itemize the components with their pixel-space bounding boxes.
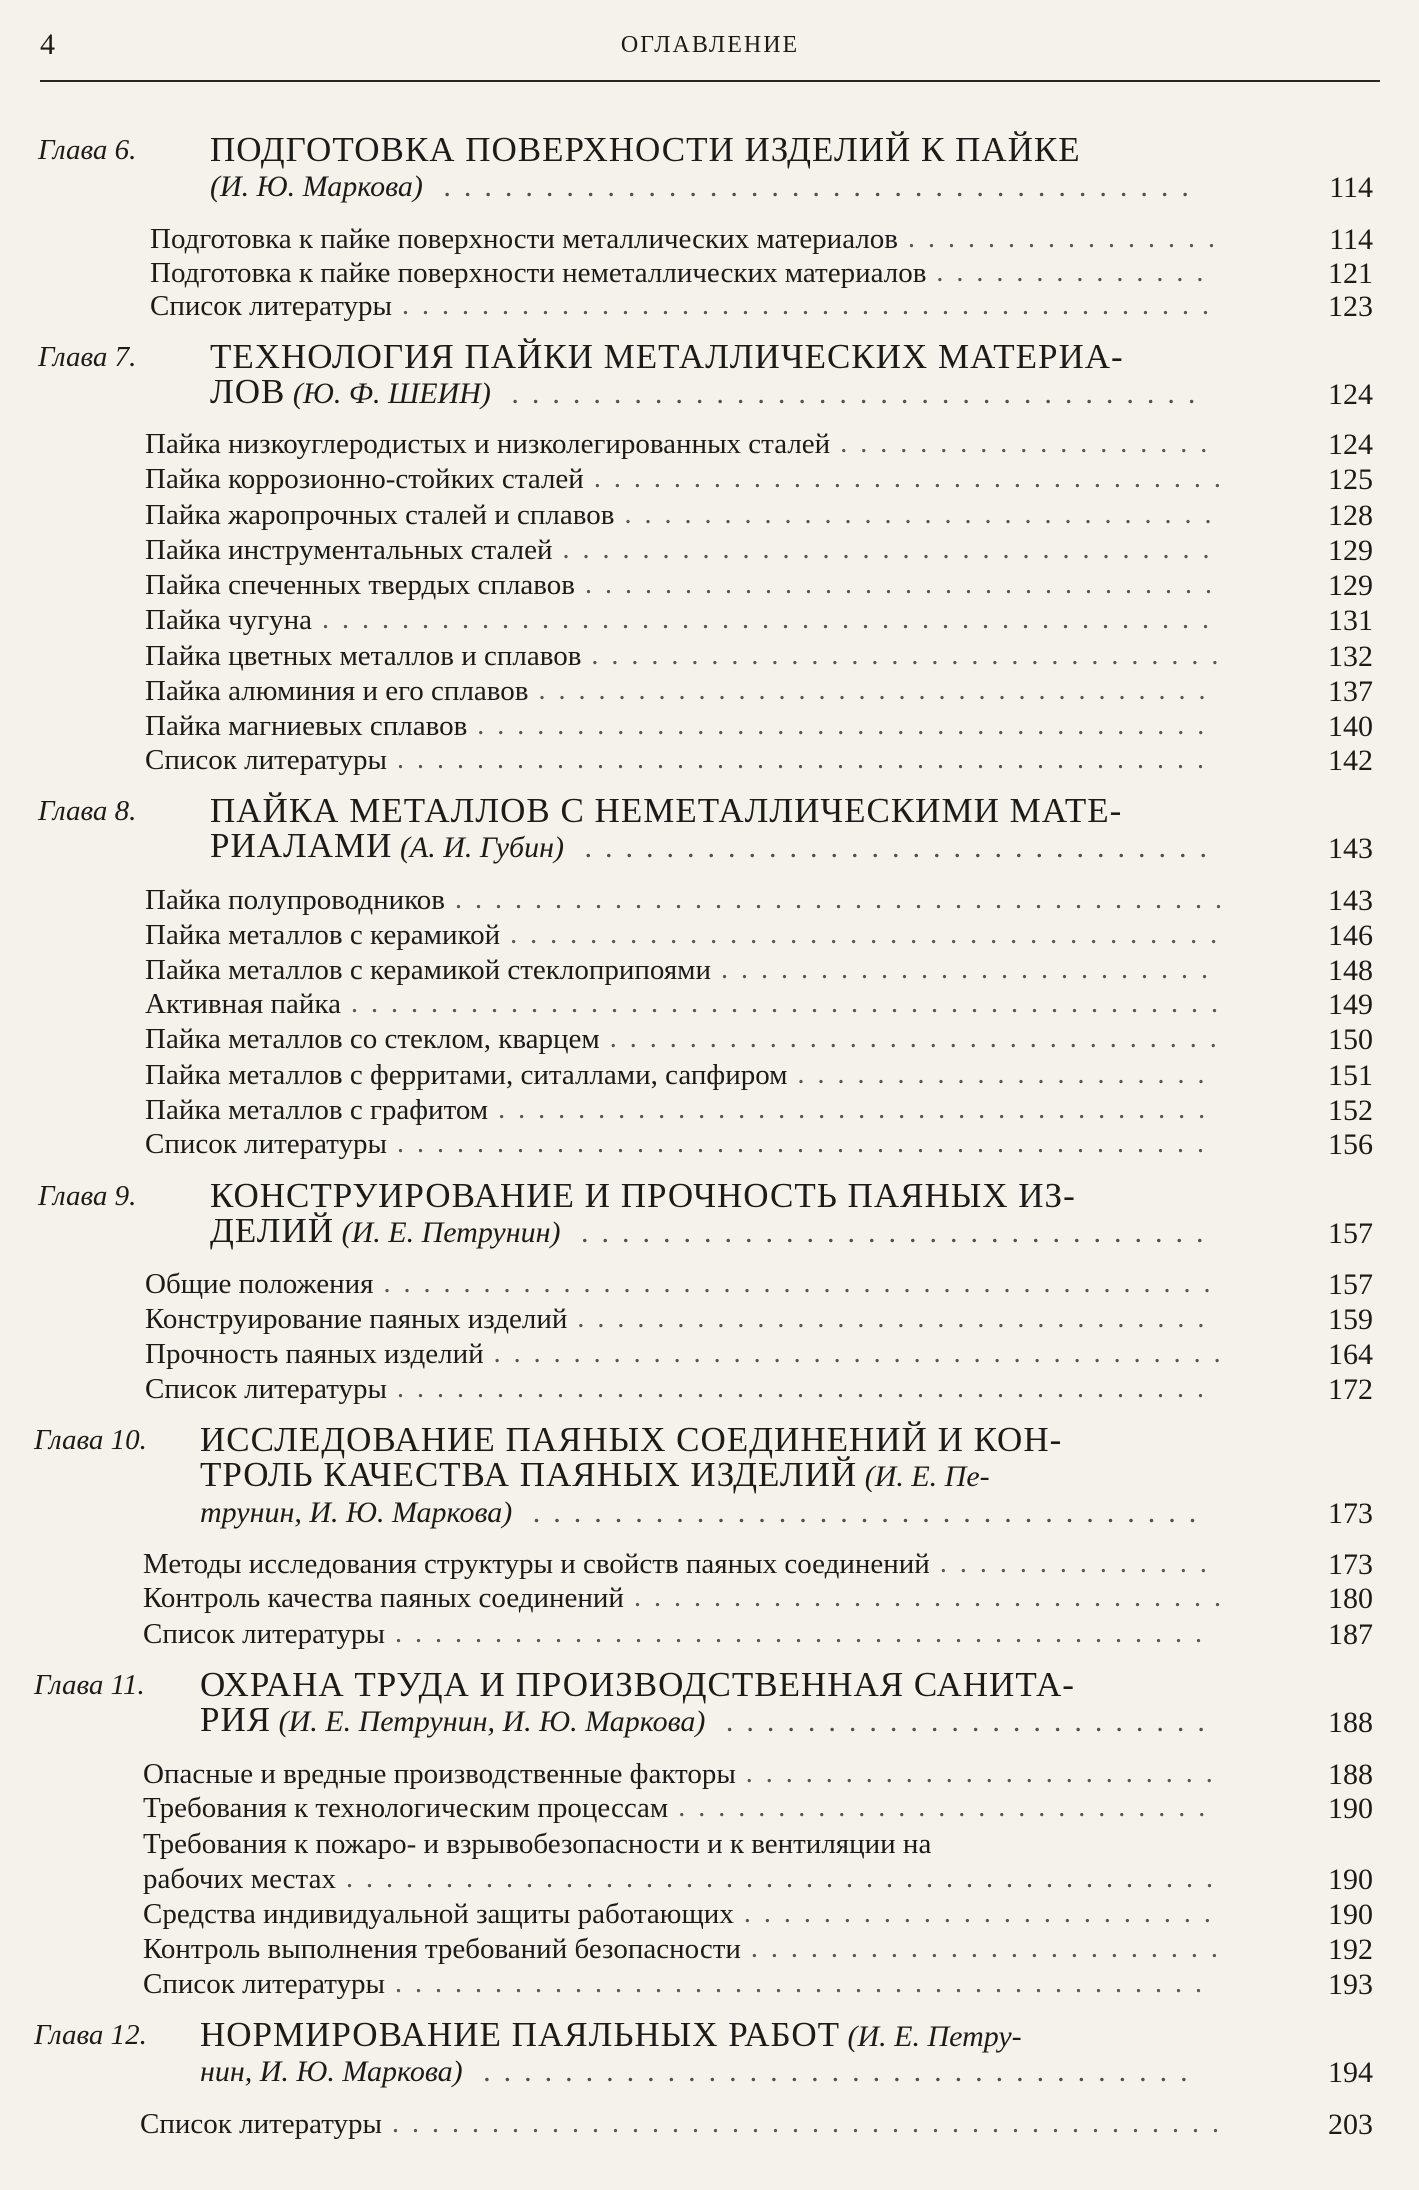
toc-entry xyxy=(0,604,1419,640)
entry-title: Средства индивидуальной защиты работающих xyxy=(143,1898,734,1930)
entry-page-number: 128 xyxy=(1328,499,1373,532)
entry-title: Требования к технологическим процессам xyxy=(143,1792,669,1824)
leader-dots: ............................................. xyxy=(321,604,1222,635)
chapter-label: Глава 9. xyxy=(38,1180,137,1212)
leader-dots: ..................... xyxy=(797,1059,1218,1090)
entry-page-number: 129 xyxy=(1328,534,1373,567)
chapter-author: (И. Е. Петру- xyxy=(840,2020,1022,2053)
leader-dots: ......................................... xyxy=(397,744,1218,775)
entry-page-number: 129 xyxy=(1328,569,1373,602)
entry-title: Контроль качества паяных соединений xyxy=(143,1582,624,1614)
chapter-page-number: 124 xyxy=(1328,378,1373,411)
toc-entry xyxy=(0,1338,1419,1374)
toc-entry xyxy=(0,2108,1419,2144)
toc-entry xyxy=(0,1268,1419,1304)
chapter-title: ИССЛЕДОВАНИЕ ПАЯНЫХ СОЕДИНЕНИЙ И КОН- xyxy=(200,1420,1063,1459)
chapter-label: Глава 12. xyxy=(34,2019,147,2051)
entry-page-number: 143 xyxy=(1328,884,1373,917)
toc-entry xyxy=(0,1548,1419,1584)
toc-entry xyxy=(0,884,1419,920)
leader-dots: ..................................... xyxy=(477,710,1218,741)
chapter-title: ДЕЛИЙ xyxy=(210,1211,335,1250)
entry-page-number: 187 xyxy=(1328,1618,1373,1651)
entry-title: Общие положения xyxy=(145,1268,374,1300)
toc-entry xyxy=(0,1303,1419,1339)
page-number: 4 xyxy=(40,28,55,61)
entry-page-number: 152 xyxy=(1328,1094,1373,1127)
chapter-heading-line xyxy=(210,372,1208,412)
chapter-title: РИЯ xyxy=(200,1700,272,1739)
entry-page-number: 150 xyxy=(1328,1023,1373,1056)
header-rule xyxy=(40,80,1380,82)
leader-dots: ................................. xyxy=(562,534,1223,565)
entry-title: Пайка полупроводников xyxy=(145,884,445,916)
toc-entry xyxy=(0,1618,1419,1654)
entry-title: Пайка коррозионно-стойких сталей xyxy=(145,463,584,495)
toc-entry xyxy=(0,257,1419,293)
chapter-heading-line xyxy=(200,1420,1062,1460)
leader-dots: ........................ xyxy=(743,1898,1224,1929)
chapter-author: трунин, И. Ю. Маркова) xyxy=(200,1496,513,1529)
leader-dots: ......................................... xyxy=(402,290,1223,321)
page-header xyxy=(40,28,1380,64)
toc-entry xyxy=(0,1128,1419,1164)
chapter-author: (Ю. Ф. ШЕИН) xyxy=(285,377,491,410)
toc-entry xyxy=(0,1582,1419,1618)
entry-title: Прочность паяных изделий xyxy=(145,1338,484,1370)
chapter-heading-line xyxy=(210,791,1122,831)
entry-title: Методы исследования структуры и свойств паяных соединений xyxy=(143,1548,930,1580)
chapter-heading-line xyxy=(200,1455,990,1495)
entry-title: Пайка металлов с керамикой xyxy=(145,919,501,951)
entry-page-number: 157 xyxy=(1328,1268,1373,1301)
entry-title: Активная пайка xyxy=(145,988,341,1020)
leader-dots: ................................ xyxy=(593,463,1234,494)
chapter-author: (А. И. Губин) xyxy=(392,831,564,864)
entry-title: Пайка цветных металлов и сплавов xyxy=(145,640,582,672)
chapter-heading-line xyxy=(210,337,1124,377)
entry-title: Подготовка к пайке поверхности неметаллических материалов xyxy=(150,257,927,289)
toc-entry xyxy=(0,534,1419,570)
entry-title: Пайка чугуна xyxy=(145,604,312,636)
chapter-author: (И. Е. Петрунин) xyxy=(334,1216,561,1249)
chapter-title: ПОДГОТОВКА ПОВЕРХНОСТИ ИЗДЕЛИЙ К ПАЙКЕ xyxy=(210,130,1081,169)
entry-title: Пайка жаропрочных сталей и сплавов xyxy=(145,499,615,531)
chapter-heading-line xyxy=(210,826,1220,866)
entry-page-number: 137 xyxy=(1328,675,1373,708)
leader-dots: .................................. xyxy=(490,377,1209,410)
entry-title: Опасные и вредные производственные факторы xyxy=(143,1758,736,1790)
chapter-title: ОХРАНА ТРУДА И ПРОИЗВОДСТВЕННАЯ САНИТА- xyxy=(200,1665,1075,1704)
entry-page-number: 151 xyxy=(1328,1059,1373,1092)
chapter-page-number: 173 xyxy=(1328,1497,1373,1530)
leader-dots: ................................... xyxy=(462,2055,1201,2088)
leader-dots: .............................. xyxy=(633,1582,1234,1613)
chapter-title: ПАЙКА МЕТАЛЛОВ С НЕМЕТАЛЛИЧЕСКИМИ МАТЕ- xyxy=(210,791,1123,830)
chapter-heading-line xyxy=(210,130,1081,170)
toc-entry xyxy=(0,1023,1419,1059)
entry-title: Пайка металлов с керамикой стеклоприпоями xyxy=(145,954,712,986)
chapter-author: (И. Ю. Маркова) xyxy=(210,170,423,203)
toc-entry xyxy=(0,1373,1419,1409)
toc-entry xyxy=(0,223,1419,259)
chapter-title: РИАЛАМИ xyxy=(210,826,393,865)
chapter-author: нин, И. Ю. Маркова) xyxy=(200,2055,463,2088)
entry-page-number: 172 xyxy=(1328,1373,1373,1406)
chapter-page-number: 194 xyxy=(1328,2056,1373,2089)
leader-dots: ............................... xyxy=(563,831,1220,864)
leader-dots: ................... xyxy=(840,428,1221,459)
chapter-heading-line xyxy=(210,1211,1217,1251)
toc-entry xyxy=(0,640,1419,676)
toc-entry xyxy=(0,1059,1419,1095)
entry-title: Требования к пожаро- и взрывобезопасности и к вентиляции на xyxy=(143,1828,932,1860)
leader-dots: ........................... xyxy=(678,1792,1219,1823)
entry-title: Контроль выполнения требований безопасности xyxy=(143,1933,741,1965)
leader-dots: ......................................... xyxy=(395,1968,1216,1999)
leader-dots: ..................................... xyxy=(493,1338,1234,1369)
toc-entry xyxy=(0,428,1419,464)
chapter-label: Глава 10. xyxy=(34,1424,147,1456)
entry-page-number: 149 xyxy=(1328,988,1373,1021)
toc-entry xyxy=(0,988,1419,1024)
entry-title: Список литературы xyxy=(150,290,393,322)
entry-page-number: 124 xyxy=(1328,428,1373,461)
toc-entry xyxy=(0,710,1419,746)
leader-dots: .................................... xyxy=(498,1094,1219,1125)
toc-entry xyxy=(0,1968,1419,2004)
chapter-page-number: 143 xyxy=(1328,832,1373,865)
entry-title: Пайка магниевых сплавов xyxy=(145,710,468,742)
chapter-title: ТРОЛЬ КАЧЕСТВА ПАЯНЫХ ИЗДЕЛИЙ xyxy=(200,1455,858,1494)
chapter-page-number: 188 xyxy=(1328,1706,1373,1739)
chapter-heading-line xyxy=(200,1665,1075,1705)
entry-page-number: 203 xyxy=(1328,2108,1373,2141)
entry-page-number: 132 xyxy=(1328,640,1373,673)
chapter-title: КОНСТРУИРОВАНИЕ И ПРОЧНОСТЬ ПАЯНЫХ ИЗ- xyxy=(210,1176,1076,1215)
entry-page-number: 180 xyxy=(1328,1582,1373,1615)
toc-entry xyxy=(0,463,1419,499)
toc-entry xyxy=(0,569,1419,605)
entry-title: Подготовка к пайке поверхности металлических материалов xyxy=(150,223,898,255)
chapter-title: НОРМИРОВАНИЕ ПАЯЛЬНЫХ РАБОТ xyxy=(200,2015,841,2054)
entry-page-number: 114 xyxy=(1329,223,1373,256)
entry-page-number: 190 xyxy=(1328,1863,1373,1896)
chapter-label: Глава 7. xyxy=(38,341,137,373)
entry-page-number: 131 xyxy=(1328,604,1373,637)
entry-title: Список литературы xyxy=(143,1618,386,1650)
leader-dots: ................................. xyxy=(512,1496,1210,1529)
leader-dots: ......................................... xyxy=(397,1128,1218,1159)
entry-page-number: 142 xyxy=(1328,744,1373,777)
entry-page-number: 188 xyxy=(1328,1758,1373,1791)
entry-title: рабочих местах xyxy=(143,1863,336,1895)
entry-page-number: 146 xyxy=(1328,919,1373,952)
entry-page-number: 125 xyxy=(1328,463,1373,496)
entry-title: Пайка спеченных твердых сплавов xyxy=(145,569,575,601)
entry-title: Пайка металлов с графитом xyxy=(145,1094,489,1126)
entry-title: Список литературы xyxy=(145,1128,388,1160)
leader-dots: ......................... xyxy=(721,954,1222,985)
entry-page-number: 123 xyxy=(1328,290,1373,323)
leader-dots: ............................................ xyxy=(345,1863,1226,1894)
leader-dots: ................................ xyxy=(577,1303,1218,1334)
chapter-heading-line xyxy=(200,1700,1218,1740)
toc-entry xyxy=(0,499,1419,535)
leader-dots: .............. xyxy=(936,257,1217,288)
leader-dots: ................................ xyxy=(584,569,1225,600)
chapter-title: ЛОВ xyxy=(210,372,286,411)
entry-title: Список литературы xyxy=(143,1968,386,2000)
leader-dots: .............. xyxy=(939,1548,1220,1579)
leader-dots: ................................ xyxy=(591,640,1232,671)
chapter-heading-line xyxy=(200,1491,1209,1531)
toc-entry xyxy=(0,1094,1419,1130)
entry-page-number: 192 xyxy=(1328,1933,1373,1966)
chapter-page-number: 157 xyxy=(1328,1217,1373,1250)
toc-entry xyxy=(0,1863,1419,1899)
leader-dots: ................ xyxy=(907,223,1228,254)
leader-dots: ........................ xyxy=(745,1758,1226,1789)
entry-title: Пайка низкоуглеродистых и низколегированных сталей xyxy=(145,428,831,460)
toc-entry xyxy=(0,744,1419,780)
toc-entry xyxy=(0,675,1419,711)
leader-dots: ........................ xyxy=(750,1933,1231,1964)
leader-dots: .................................. xyxy=(538,675,1219,706)
entry-title: Конструирование паяных изделий xyxy=(145,1303,568,1335)
entry-title: Пайка алюминия и его сплавов xyxy=(145,675,529,707)
entry-page-number: 121 xyxy=(1328,257,1373,290)
leader-dots: ....................................... xyxy=(454,884,1235,915)
toc-entry xyxy=(0,1898,1419,1934)
entry-page-number: 193 xyxy=(1328,1968,1373,2001)
leader-dots: ......................................... xyxy=(397,1373,1218,1404)
leader-dots: ............................................ xyxy=(350,988,1231,1019)
leader-dots: ............................... xyxy=(560,1216,1217,1249)
leader-dots: ........................ xyxy=(705,1705,1218,1738)
toc-entry xyxy=(0,919,1419,955)
leader-dots: .......................................... xyxy=(383,1268,1224,1299)
toc-entry xyxy=(0,290,1419,326)
chapter-author: (И. Е. Пе- xyxy=(857,1460,990,1493)
toc-entry xyxy=(0,1828,1419,1864)
chapter-page-number: 114 xyxy=(1329,171,1373,204)
toc-entry xyxy=(0,1933,1419,1969)
leader-dots: .................................... xyxy=(510,919,1231,950)
toc-entry xyxy=(0,954,1419,990)
entry-title: Пайка инструментальных сталей xyxy=(145,534,553,566)
entry-title: Список литературы xyxy=(145,1373,388,1405)
leader-dots: ..................................... xyxy=(422,170,1202,203)
entry-page-number: 190 xyxy=(1328,1898,1373,1931)
chapter-author: (И. Е. Петрунин, И. Ю. Маркова) xyxy=(271,1705,706,1738)
entry-title: Список литературы xyxy=(140,2108,383,2140)
entry-page-number: 159 xyxy=(1328,1303,1373,1336)
chapter-title: ТЕХНОЛОГИЯ ПАЙКИ МЕТАЛЛИЧЕСКИХ МАТЕРИА- xyxy=(210,337,1124,376)
entry-page-number: 156 xyxy=(1328,1128,1373,1161)
chapter-heading-line xyxy=(200,2050,1201,2090)
entry-page-number: 140 xyxy=(1328,710,1373,743)
chapter-heading-line xyxy=(210,1176,1076,1216)
leader-dots: ......................................... xyxy=(395,1618,1216,1649)
toc-entry xyxy=(0,1792,1419,1828)
entry-page-number: 190 xyxy=(1328,1792,1373,1825)
running-title: ОГЛАВЛЕНИЕ xyxy=(620,32,800,58)
chapter-heading-line xyxy=(200,2015,1022,2055)
entry-page-number: 164 xyxy=(1328,1338,1373,1371)
entry-title: Список литературы xyxy=(145,744,388,776)
toc-entry xyxy=(0,1758,1419,1794)
leader-dots: .............................. xyxy=(624,499,1225,530)
entry-page-number: 148 xyxy=(1328,954,1373,987)
entry-title: Пайка металлов с ферритами, ситаллами, сапфиром xyxy=(145,1059,788,1091)
chapter-heading-line xyxy=(210,165,1202,205)
entry-page-number: 173 xyxy=(1328,1548,1373,1581)
leader-dots: .......................................... xyxy=(392,2108,1233,2139)
entry-title: Пайка металлов со стеклом, кварцем xyxy=(145,1023,600,1055)
chapter-label: Глава 11. xyxy=(34,1669,145,1701)
chapter-label: Глава 8. xyxy=(38,795,137,827)
chapter-label: Глава 6. xyxy=(38,134,137,166)
leader-dots: ............................... xyxy=(609,1023,1230,1054)
